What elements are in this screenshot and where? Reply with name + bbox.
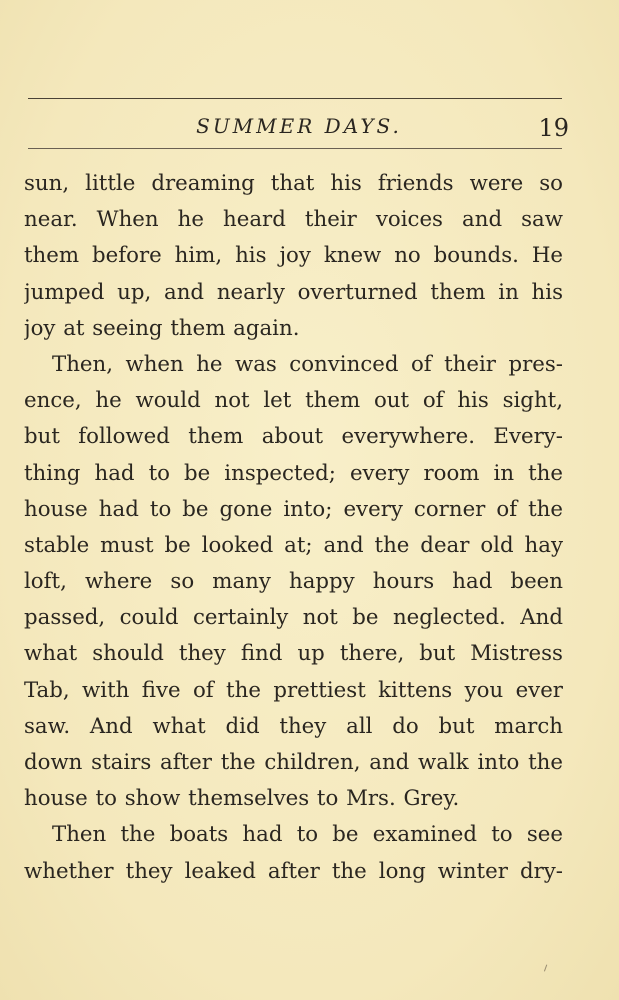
text-line: house had to be gone into; every corner of the	[24, 496, 563, 522]
text-line: loft, where so many happy hours had been	[24, 569, 563, 595]
body-text	[24, 166, 563, 890]
text-line: stable must be looked at; and the dear old hay	[24, 532, 563, 558]
text-line: jumped up, and nearly overturned them in his	[24, 279, 563, 305]
text-line: thing had to be inspected; every room in the	[24, 460, 563, 486]
text-line: near. When he heard their voices and saw	[24, 207, 563, 233]
text-line: joy at seeing them again.	[24, 315, 300, 341]
text-line: down stairs after the children, and walk into the	[24, 750, 563, 775]
text-line: Tab, with five of the prettiest kittens you ever	[24, 677, 563, 703]
text-line: whether they leaked after the long winter dry-	[24, 858, 563, 884]
text-line: house to show themselves to Mrs. Grey.	[24, 786, 460, 812]
page-speck	[544, 965, 550, 973]
text-line: what should they find up there, but Mistress	[24, 641, 563, 667]
top-rule	[28, 98, 562, 99]
page-number: 19	[538, 114, 569, 142]
text-line: but followed them about everywhere. Every-	[24, 424, 563, 450]
running-head	[0, 114, 619, 144]
text-line: passed, could certainly not be neglected. And	[24, 605, 563, 631]
text-line: ence, he would not let them out of his sight,	[24, 388, 563, 414]
header-rule	[28, 148, 562, 149]
text-line: saw. And what did they all do but march	[24, 713, 563, 739]
running-title: SUMMER DAYS.	[196, 114, 402, 138]
text-line: Then the boats had to be examined to see	[52, 822, 563, 848]
text-line: them before him, his joy knew no bounds. He	[24, 243, 563, 269]
text-line: Then, when he was convinced of their pres-	[52, 351, 563, 377]
text-line: sun, little dreaming that his friends were so	[24, 171, 563, 196]
